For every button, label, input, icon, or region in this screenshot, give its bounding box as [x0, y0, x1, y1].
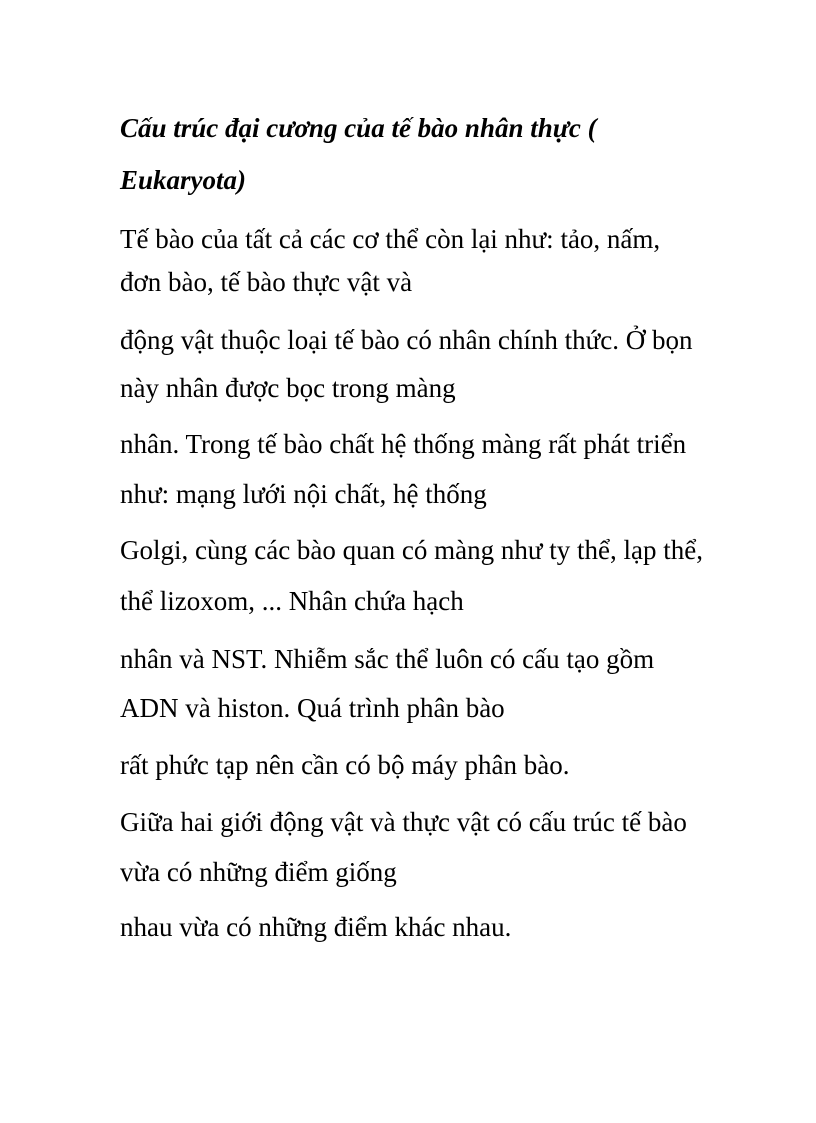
- body-line-8: thể lizoxom, ... Nhân chứa hạch: [120, 586, 464, 616]
- body-line-4: này nhân được bọc trong màng: [120, 373, 456, 403]
- document-title-line-2: Eukaryota): [120, 165, 247, 195]
- body-line-5: nhân. Trong tế bào chất hệ thống màng rất phát triển: [120, 429, 687, 459]
- body-line-2: đơn bào, tế bào thực vật và: [120, 267, 413, 297]
- body-line-1: Tế bào của tất cả các cơ thể còn lại như: tảo, nấm,: [120, 224, 661, 254]
- body-line-7: Golgi, cùng các bào quan có màng như ty thể, lạp thể,: [120, 535, 703, 565]
- body-line-9: nhân và NST. Nhiễm sắc thể luôn có cấu tạo gồm: [120, 644, 655, 674]
- body-line-13: vừa có những điểm giống: [120, 857, 397, 887]
- document-title-line-1: Cấu trúc đại cương của tế bào nhân thực (: [120, 113, 597, 143]
- body-line-3: động vật thuộc loại tế bào có nhân chính thức. Ở bọn: [120, 325, 693, 355]
- body-line-14: nhau vừa có những điểm khác nhau.: [120, 912, 512, 942]
- body-line-6: như: mạng lưới nội chất, hệ thống: [120, 479, 487, 509]
- body-line-12: Giữa hai giới động vật và thực vật có cấu trúc tế bào: [120, 807, 687, 837]
- body-line-10: ADN và histon. Quá trình phân bào: [120, 693, 505, 723]
- body-line-11: rất phức tạp nên cần có bộ máy phân bào.: [120, 750, 570, 780]
